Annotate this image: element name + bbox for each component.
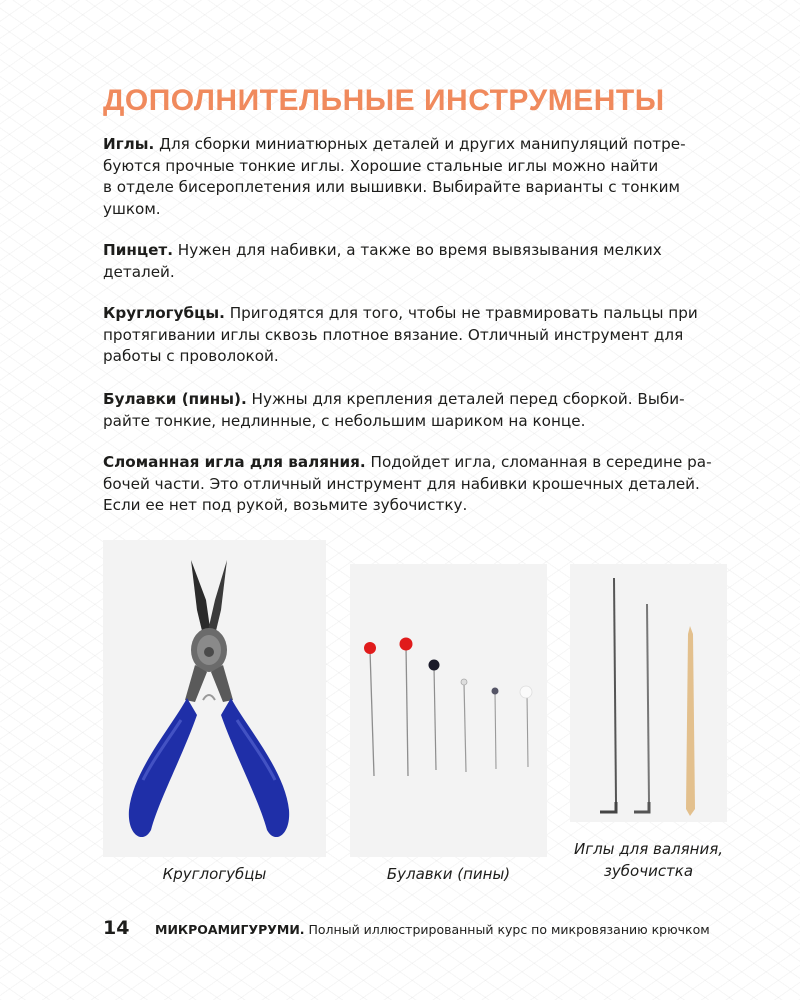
caption-felting-needles: Иглы для валяния, зубочистка	[573, 840, 724, 880]
pins-illustration	[350, 564, 547, 857]
caption-pins: Булавки (пины)	[386, 865, 511, 883]
paragraph-broken-needle: Сломанная игла для валяния. Подойдет игла, сломанная в середине ра- бочей части. Это отличный инструмент для набивки крошечных деталей. Если ее нет под рукой, возьмите зубочистку.	[103, 453, 712, 514]
term-tweezers: Пинцет.	[103, 241, 173, 259]
paragraph-pins: Булавки (пины). Нужны для крепления деталей перед сборкой. Выби- райте тонкие, недлинные, с небольшим шариком на конце.	[103, 390, 685, 430]
pliers-photo	[103, 540, 326, 857]
paragraph-needles: Иглы. Для сборки миниатюрных деталей и других манипуляций потре- буются прочные тонкие иглы. Хорошие стальные иглы можно найти в отделе бисероплетения или вышивки. Выбирайте варианты с тонким ушком.	[103, 135, 686, 218]
term-broken-needle: Сломанная игла для валяния.	[103, 453, 366, 471]
term-needles: Иглы.	[103, 135, 155, 153]
page-footer	[103, 917, 743, 939]
term-pins: Булавки (пины).	[103, 390, 247, 408]
page-title: ДОПОЛНИТЕЛЬНЫЕ ИНСТРУМЕНТЫ	[103, 84, 665, 117]
paragraph-pliers: Круглогубцы. Пригодятся для того, чтобы не травмировать пальцы при протягивании иглы сквозь плотное вязание. Отличный инструмент для работы с проволокой.	[103, 304, 698, 365]
term-pliers: Круглогубцы.	[103, 304, 225, 322]
pins-photo	[350, 564, 547, 857]
felting-needles-photo	[570, 564, 727, 822]
felting-needles-illustration	[570, 564, 727, 822]
book-title: МИКРОАМИГУРУМИ. Полный иллюстрированный курс по микровязанию крючком	[155, 922, 710, 937]
pliers-illustration	[103, 540, 326, 857]
page-number: 14	[103, 917, 130, 939]
caption-pliers: Круглогубцы	[162, 865, 267, 883]
paragraph-tweezers: Пинцет. Нужен для набивки, а также во время вывязывания мелких деталей.	[103, 241, 662, 281]
